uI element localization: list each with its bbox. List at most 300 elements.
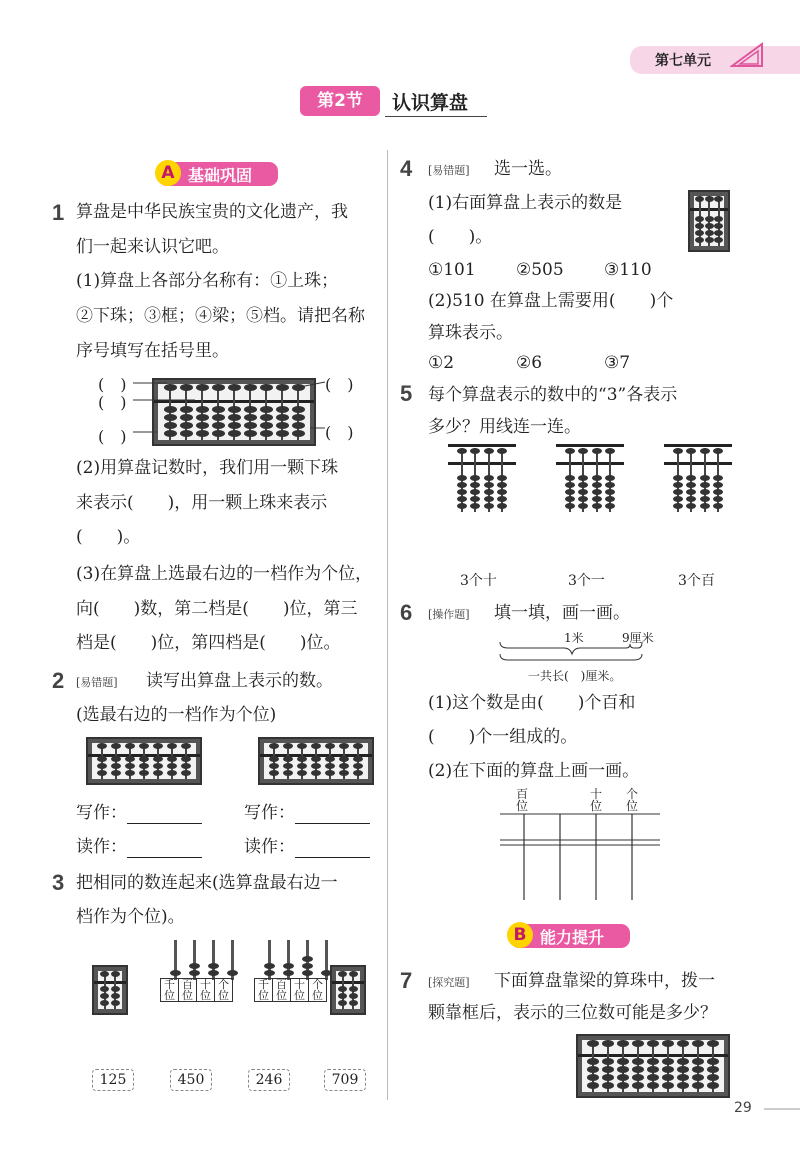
abacus-bead xyxy=(111,993,120,999)
abacus-bead xyxy=(692,1074,704,1081)
abacus-bead xyxy=(349,1000,358,1006)
abacus-bead xyxy=(700,496,710,502)
abacus-bead xyxy=(714,223,723,229)
abacus-bead xyxy=(592,448,602,454)
abacus-bead xyxy=(587,1066,599,1073)
abacus-bead xyxy=(695,216,704,222)
q4-line1: (1)右面算盘上表示的数是 xyxy=(428,193,623,213)
q4-option-1[interactable]: ①101 xyxy=(428,260,476,280)
abacus-bead xyxy=(349,971,358,977)
q5-line1: 每个算盘表示的数中的“3”各表示 xyxy=(428,385,678,405)
abacus-bead xyxy=(457,448,467,454)
abacus-bead xyxy=(592,482,602,488)
abacus-bead xyxy=(565,482,575,488)
abacus-bead xyxy=(673,448,683,454)
abacus-bead xyxy=(325,763,335,769)
abacus-bead xyxy=(617,1074,629,1081)
q1-line10: 向( )数，第二档是( )位，第三 xyxy=(76,599,358,619)
abacus-bead xyxy=(705,230,714,236)
rod-bead xyxy=(208,970,219,976)
q4-abacus xyxy=(688,190,730,252)
abacus-bead xyxy=(125,756,135,762)
write-blank[interactable] xyxy=(127,806,202,824)
q6-measure-9cm: 9厘米 xyxy=(622,631,654,645)
q7-tag: [探究题] xyxy=(428,976,470,989)
abacus-bead xyxy=(349,993,358,999)
abacus-beam xyxy=(448,444,516,447)
abacus-bead xyxy=(167,743,177,749)
q3-number-box[interactable]: 125 xyxy=(92,1069,134,1091)
abacus-bead xyxy=(470,503,480,509)
q4-option-3[interactable]: ③110 xyxy=(604,260,652,280)
abacus-bead xyxy=(692,1058,704,1065)
abacus-bead xyxy=(167,756,177,762)
abacus-bead xyxy=(686,475,696,481)
abacus-bead xyxy=(470,475,480,481)
abacus-bead xyxy=(457,482,467,488)
write-label: 写作： xyxy=(244,803,295,823)
abacus-bead xyxy=(707,1082,719,1089)
q5-abacus-2 xyxy=(556,444,624,516)
abacus-bead xyxy=(153,763,163,769)
abacus-bead xyxy=(700,448,710,454)
rod-bead xyxy=(264,963,275,969)
abacus-bead xyxy=(111,763,121,769)
abacus-bead xyxy=(587,1058,599,1065)
abacus-bead xyxy=(647,1082,659,1089)
q1-line1: 算盘是中华民族宝贵的文化遗产，我 xyxy=(76,202,348,222)
q7-abacus xyxy=(576,1034,730,1098)
abacus-bead xyxy=(111,743,121,749)
abacus-bead xyxy=(339,756,349,762)
abacus-bead xyxy=(673,496,683,502)
q2-abacus-right xyxy=(258,737,374,785)
q3-line1: 把相同的数连起来(选算盘最右边一 xyxy=(76,873,338,893)
abacus-bead xyxy=(695,230,704,236)
abacus-bead xyxy=(605,482,615,488)
abacus-bead xyxy=(470,496,480,502)
abacus-bead xyxy=(311,756,321,762)
abacus-bead xyxy=(578,482,588,488)
abacus-bead xyxy=(632,1040,644,1047)
abacus-bead xyxy=(705,196,714,202)
rod-bead xyxy=(189,970,200,976)
abacus-bead xyxy=(97,763,107,769)
abacus-bead xyxy=(677,1040,689,1047)
abacus-bead xyxy=(705,223,714,229)
q4-title: 选一选。 xyxy=(494,159,562,179)
place-cell xyxy=(255,979,273,1002)
q7-line2: 颗靠框后，表示的三位数可能是多少？ xyxy=(428,1003,717,1023)
q1-paren-5[interactable]: ( ) xyxy=(325,423,354,442)
q1-paren-4[interactable]: ( ) xyxy=(325,375,354,394)
q2-tag: [易错题] xyxy=(76,676,118,689)
abacus-bead xyxy=(632,1074,644,1081)
place-label: 千位 xyxy=(164,978,175,1002)
abacus-bead xyxy=(605,496,615,502)
abacus-bead xyxy=(705,216,714,222)
rod-bead xyxy=(321,970,332,976)
abacus-bead xyxy=(457,503,467,509)
q6-line2: ( )个一组成的。 xyxy=(428,727,578,747)
write-label: 写作： xyxy=(76,803,127,823)
q7-line1: 下面算盘靠梁的算珠中，拨一 xyxy=(494,971,715,991)
abacus-bead xyxy=(713,482,723,488)
place-label: 十位 xyxy=(589,787,602,813)
q6-measure-1m: 1米 xyxy=(564,631,584,645)
place-label: 百位 xyxy=(515,787,528,813)
abacus-bead xyxy=(587,1074,599,1081)
abacus-bead xyxy=(707,1040,719,1047)
q3-abacus-right xyxy=(330,965,366,1015)
q6-brace-diagram xyxy=(498,640,648,664)
abacus-bead xyxy=(647,1058,659,1065)
abacus-bead xyxy=(692,1040,704,1047)
abacus-bead xyxy=(497,475,507,481)
abacus-bead xyxy=(713,489,723,495)
abacus-bead xyxy=(269,770,279,776)
rod-bead xyxy=(302,970,313,976)
q3-number-box[interactable]: 709 xyxy=(324,1069,366,1091)
abacus-bead xyxy=(677,1074,689,1081)
place-cell xyxy=(291,979,309,1002)
place-label: 个位 xyxy=(218,978,229,1002)
abacus-bead xyxy=(617,1058,629,1065)
q1-line9: (3)在算盘上选最右边的一档作为个位， xyxy=(76,564,373,584)
abacus-bead xyxy=(484,489,494,495)
q4-option-5[interactable]: ②6 xyxy=(516,353,543,373)
abacus-bead xyxy=(707,1058,719,1065)
abacus-bead xyxy=(695,237,704,243)
abacus-bead xyxy=(662,1082,674,1089)
abacus-beam xyxy=(556,444,624,447)
q3-number: 3 xyxy=(52,870,65,895)
abacus-bead xyxy=(686,482,696,488)
abacus-bead xyxy=(497,503,507,509)
footer-line xyxy=(764,1108,800,1110)
section-title: 认识算盘 xyxy=(392,92,469,114)
read-blank[interactable] xyxy=(127,840,202,858)
q6-line3: (2)在下面的算盘上画一画。 xyxy=(428,761,640,781)
rod-bead xyxy=(227,970,238,976)
place-label: 十位 xyxy=(294,978,305,1002)
abacus-bead xyxy=(602,1040,614,1047)
abacus-bead xyxy=(297,763,307,769)
q5-abacus-3 xyxy=(664,444,732,516)
q4-option-6[interactable]: ③7 xyxy=(604,353,631,373)
abacus-bead xyxy=(353,770,363,776)
abacus-bead xyxy=(617,1040,629,1047)
q1-paren-1[interactable]: ( ) xyxy=(98,375,127,394)
q2-line1: 读写出算盘上表示的数。 xyxy=(146,671,333,691)
q1-line2: 们一起来认识它吧。 xyxy=(76,237,229,257)
rod-bead xyxy=(189,963,200,969)
read-label: 读作： xyxy=(76,837,127,857)
abacus-bead xyxy=(686,489,696,495)
read-blank[interactable] xyxy=(295,840,370,858)
abacus-bead xyxy=(111,770,121,776)
abacus-beam xyxy=(448,462,516,465)
q3-line2: 档作为个位)。 xyxy=(76,907,185,927)
abacus-bead xyxy=(692,1082,704,1089)
q6-tag: [操作题] xyxy=(428,608,470,621)
q7-number: 7 xyxy=(400,968,413,993)
q4-line4: 算珠表示。 xyxy=(428,323,513,343)
abacus-bead xyxy=(673,475,683,481)
abacus-bead xyxy=(325,743,335,749)
place-label: 个位 xyxy=(625,787,638,813)
q5-label-2[interactable]: 3个一 xyxy=(568,573,605,589)
q6-line1: (1)这个数是由( )个百和 xyxy=(428,693,636,713)
abacus-beam xyxy=(664,444,732,447)
place-label: 百位 xyxy=(276,978,287,1002)
abacus-bead xyxy=(677,1058,689,1065)
abacus-bead xyxy=(283,763,293,769)
abacus-bead xyxy=(565,496,575,502)
abacus-bead xyxy=(714,216,723,222)
abacus-bead xyxy=(647,1066,659,1073)
abacus-bead xyxy=(353,743,363,749)
abacus-bead xyxy=(111,756,121,762)
abacus-bead xyxy=(297,770,307,776)
q3-number-box[interactable]: 246 xyxy=(248,1069,290,1091)
abacus-bead xyxy=(592,475,602,481)
rod-bead xyxy=(302,956,313,962)
q6-place-ones xyxy=(624,788,640,812)
abacus-bead xyxy=(592,503,602,509)
abacus-bead xyxy=(297,756,307,762)
place-cell xyxy=(161,979,179,1002)
part-b-label: 能力提升 xyxy=(540,928,605,947)
abacus-bead xyxy=(97,756,107,762)
abacus-bead xyxy=(700,482,710,488)
abacus-bead xyxy=(181,770,191,776)
abacus-bead xyxy=(605,475,615,481)
ruler-icon xyxy=(730,42,764,68)
abacus-bead xyxy=(632,1082,644,1089)
q1-line5: 序号填写在括号里。 xyxy=(76,341,229,361)
place-label: 个位 xyxy=(312,978,323,1002)
q3-place-table-right xyxy=(254,978,327,1002)
abacus-bead xyxy=(605,448,615,454)
q1-paren-2[interactable]: ( ) xyxy=(98,393,127,412)
abacus-bead xyxy=(587,1082,599,1089)
abacus-bead xyxy=(139,763,149,769)
q5-line2: 多少？用线连一连。 xyxy=(428,417,581,437)
abacus-bead xyxy=(578,448,588,454)
abacus-bead xyxy=(111,986,120,992)
abacus-bead xyxy=(617,1066,629,1073)
abacus-bead xyxy=(700,489,710,495)
q2-number: 2 xyxy=(52,668,65,693)
q4-number: 4 xyxy=(400,156,413,181)
abacus-bead xyxy=(111,971,120,977)
abacus-bead xyxy=(578,503,588,509)
q1-pointer-lines xyxy=(125,370,335,445)
q1-number: 1 xyxy=(52,200,65,225)
rod-bead xyxy=(170,970,181,976)
abacus-bead xyxy=(470,489,480,495)
abacus-bead xyxy=(578,475,588,481)
q2-read-left xyxy=(76,836,202,858)
abacus-bead xyxy=(153,743,163,749)
place-label: 千位 xyxy=(258,978,269,1002)
abacus-bead xyxy=(713,503,723,509)
abacus-bead xyxy=(677,1082,689,1089)
place-cell xyxy=(309,979,327,1002)
abacus-bead xyxy=(605,503,615,509)
abacus-bead xyxy=(673,489,683,495)
write-blank[interactable] xyxy=(295,806,370,824)
abacus-bead xyxy=(269,763,279,769)
abacus-bead xyxy=(632,1058,644,1065)
abacus-bead xyxy=(592,489,602,495)
unit-label: 第七单元 xyxy=(655,53,711,69)
section-tag: 第2节 xyxy=(300,86,380,116)
abacus-bead xyxy=(565,448,575,454)
abacus-bead xyxy=(484,475,494,481)
abacus-bead xyxy=(700,475,710,481)
abacus-bead xyxy=(686,503,696,509)
abacus-beam xyxy=(556,462,624,465)
abacus-bead xyxy=(139,770,149,776)
abacus-bead xyxy=(695,196,704,202)
abacus-bead xyxy=(602,1074,614,1081)
place-label: 百位 xyxy=(182,978,193,1002)
rod-bead xyxy=(283,970,294,976)
abacus-bead xyxy=(269,743,279,749)
abacus-bead xyxy=(497,448,507,454)
abacus-bead xyxy=(592,496,602,502)
q1-paren-3[interactable]: ( ) xyxy=(98,427,127,446)
abacus-bead xyxy=(565,475,575,481)
place-cell xyxy=(215,979,233,1002)
abacus-bead xyxy=(283,770,293,776)
place-cell xyxy=(197,979,215,1002)
abacus-bead xyxy=(673,503,683,509)
abacus-bead xyxy=(153,770,163,776)
abacus-bead xyxy=(713,475,723,481)
abacus-bead xyxy=(686,448,696,454)
abacus-bead xyxy=(497,482,507,488)
abacus-bead xyxy=(714,196,723,202)
abacus-bead xyxy=(311,770,321,776)
abacus-bead xyxy=(325,770,335,776)
abacus-bead xyxy=(457,475,467,481)
q6-title: 填一填，画一画。 xyxy=(494,603,630,623)
q5-abacus-1 xyxy=(448,444,516,516)
q4-tag: [易错题] xyxy=(428,164,470,177)
q1-line8: ( )。 xyxy=(76,527,141,547)
rod-bead xyxy=(283,963,294,969)
abacus-bead xyxy=(181,756,191,762)
part-a-label: 基础巩固 xyxy=(188,166,253,185)
place-cell xyxy=(273,979,291,1002)
abacus-bead xyxy=(713,448,723,454)
abacus-bead xyxy=(283,756,293,762)
abacus-beam xyxy=(664,462,732,465)
q1-line6: (2)用算盘记数时，我们用一颗下珠 xyxy=(76,458,339,478)
abacus-bead xyxy=(457,496,467,502)
abacus-bead xyxy=(153,756,163,762)
abacus-bead xyxy=(311,743,321,749)
abacus-bead xyxy=(605,489,615,495)
abacus-bead xyxy=(484,448,494,454)
abacus-bead xyxy=(167,770,177,776)
q2-write-right xyxy=(244,802,370,824)
abacus-bead xyxy=(484,496,494,502)
q1-line4: ②下珠；③框；④梁；⑤档。请把名称 xyxy=(76,306,365,326)
abacus-bead xyxy=(707,1066,719,1073)
abacus-beam xyxy=(332,981,364,984)
abacus-bead xyxy=(662,1058,674,1065)
part-a-letter: A xyxy=(155,160,181,186)
title-underline xyxy=(385,116,487,117)
q2-read-right xyxy=(244,836,370,858)
rod-bead xyxy=(302,963,313,969)
abacus-bead xyxy=(578,496,588,502)
abacus-bead xyxy=(139,756,149,762)
q4-option-2[interactable]: ②505 xyxy=(516,260,564,280)
q4-line2: ( )。 xyxy=(428,227,493,247)
q4-option-4[interactable]: ①2 xyxy=(428,353,455,373)
abacus-bead xyxy=(578,489,588,495)
abacus-bead xyxy=(181,763,191,769)
q2-line2: (选最右边的一档作为个位) xyxy=(76,705,277,725)
read-label: 读作： xyxy=(244,837,295,857)
abacus-bead xyxy=(565,489,575,495)
q3-place-table-left xyxy=(160,978,233,1002)
q6-total: 一共长( )厘米。 xyxy=(528,669,622,683)
q5-label-3[interactable]: 3个百 xyxy=(678,573,715,589)
abacus-bead xyxy=(269,756,279,762)
abacus-bead xyxy=(662,1074,674,1081)
q3-number-box[interactable]: 450 xyxy=(170,1069,212,1091)
abacus-bead xyxy=(97,743,107,749)
q6-place-hundreds xyxy=(514,788,530,812)
q1-line11: 档是( )位，第四档是( )位。 xyxy=(76,633,341,653)
abacus-bead xyxy=(662,1040,674,1047)
place-label: 十位 xyxy=(200,978,211,1002)
q6-place-tens xyxy=(588,788,604,812)
abacus-bead xyxy=(677,1066,689,1073)
abacus-bead xyxy=(339,743,349,749)
abacus-bead xyxy=(565,503,575,509)
abacus-bead xyxy=(167,763,177,769)
abacus-bead xyxy=(692,1066,704,1073)
abacus-bead xyxy=(617,1082,629,1089)
part-b-letter: B xyxy=(507,922,533,948)
q5-label-1[interactable]: 3个十 xyxy=(460,573,497,589)
abacus-bead xyxy=(339,770,349,776)
abacus-bead xyxy=(700,503,710,509)
abacus-bead xyxy=(602,1082,614,1089)
q6-number: 6 xyxy=(400,600,413,625)
abacus-bead xyxy=(283,743,293,749)
abacus-bead xyxy=(353,763,363,769)
abacus-bead xyxy=(470,482,480,488)
abacus-bead xyxy=(297,743,307,749)
abacus-bead xyxy=(125,743,135,749)
abacus-bead xyxy=(349,986,358,992)
q6-draw-abacus[interactable] xyxy=(500,812,660,902)
abacus-bead xyxy=(325,756,335,762)
abacus-bead xyxy=(457,489,467,495)
abacus-bead xyxy=(602,1058,614,1065)
abacus-bead xyxy=(673,482,683,488)
abacus-bead xyxy=(705,237,714,243)
abacus-bead xyxy=(713,496,723,502)
